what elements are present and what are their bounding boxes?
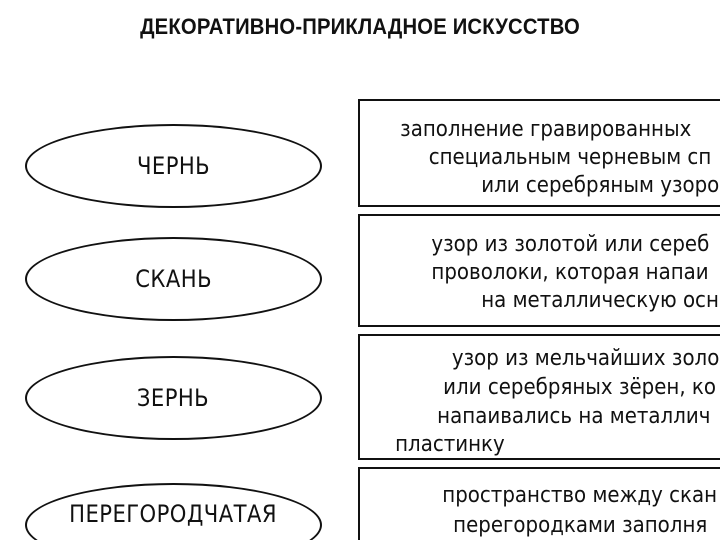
definition-line: на металлическую осн [481,288,719,313]
term-ellipse-chern [25,124,322,208]
definition-line: пространство между скан [442,483,718,508]
definition-line: пластинку [395,432,505,457]
definition-box-chern [358,99,720,207]
term-label: ЧЕРНЬ [136,152,211,180]
definition-line: или серебряным узоро [480,173,720,198]
definition-line: заполнение гравированных [400,117,692,142]
definition-box-skan [358,214,720,327]
page-title: ДЕКОРАТИВНО-ПРИКЛАДНОЕ ИСКУССТВО [140,14,580,39]
term-ellipse-peregorodchataya [25,483,322,540]
definition-line: узор из мельчайших золо [452,346,720,371]
definition-line: узор из золотой или сереб [431,232,709,257]
term-label: ПЕРЕГОРОДЧАТАЯ [69,500,278,528]
term-ellipse-skan [25,237,322,321]
definition-line: перегородками заполня [452,513,708,538]
definition-line: напаивались на металлич [437,404,711,429]
definition-box-peregorodchataya [358,467,720,540]
term-label: ЗЕРНЬ [137,384,210,412]
definition-line: проволоки, которая напаи [431,260,709,285]
definition-line: специальным черневым сп [428,145,712,170]
definition-box-zern [358,334,720,460]
term-label: СКАНЬ [135,265,212,293]
definition-line: или серебряных зёрен, ко [443,375,717,400]
term-ellipse-zern [25,356,322,440]
